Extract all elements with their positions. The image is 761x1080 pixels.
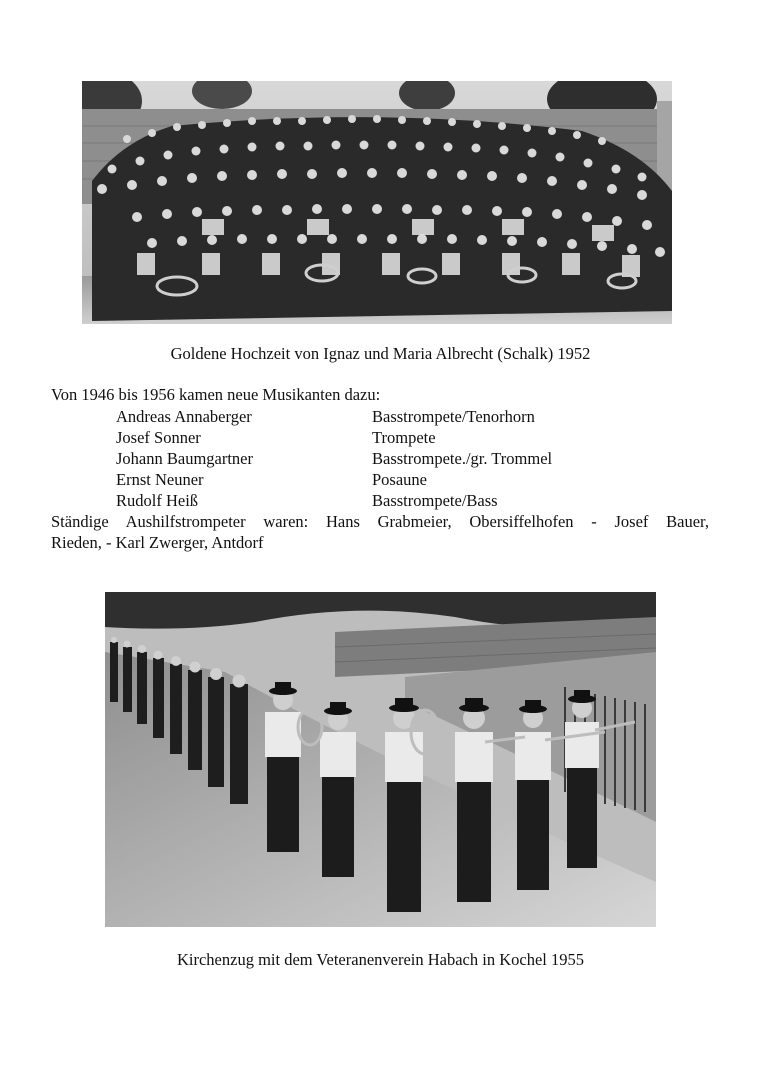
list-item bbox=[116, 427, 676, 448]
substitute-trumpeters-paragraph bbox=[51, 511, 709, 553]
substitutes-line: Rieden, - Karl Zwerger, Antdorf bbox=[51, 533, 264, 552]
photo-caption-procession: Kirchenzug mit dem Veteranenverein Habach in Kochel 1955 bbox=[176, 950, 584, 969]
list-item bbox=[116, 490, 676, 511]
musician-name: Andreas Annaberger bbox=[116, 407, 252, 426]
musicians-list bbox=[116, 406, 676, 511]
list-item bbox=[116, 448, 676, 469]
musician-name: Ernst Neuner bbox=[116, 470, 204, 489]
photo-caption-golden-wedding: Goldene Hochzeit von Ignaz und Maria Albrecht (Schalk) 1952 bbox=[170, 344, 591, 363]
substitutes-line: Ständige Aushilfstrompeter waren: Hans Grabmeier, Obersiffelhofen - Josef Bauer, bbox=[51, 512, 709, 531]
musician-instrument: Basstrompete/Tenorhorn bbox=[372, 407, 535, 426]
musician-name: Johann Baumgartner bbox=[116, 449, 254, 468]
group-photo-golden-wedding bbox=[82, 81, 672, 324]
procession-photo bbox=[105, 592, 656, 927]
musician-instrument: Basstrompete./gr. Trommel bbox=[372, 449, 553, 468]
list-item bbox=[116, 469, 676, 490]
musician-instrument: Trompete bbox=[372, 428, 436, 447]
musician-instrument: Basstrompete/Bass bbox=[372, 491, 498, 510]
musicians-intro: Von 1946 bis 1956 kamen neue Musikanten dazu: bbox=[51, 385, 381, 404]
musician-instrument: Posaune bbox=[372, 470, 427, 489]
musician-name: Rudolf Heiß bbox=[116, 491, 199, 510]
list-item bbox=[116, 406, 676, 427]
musician-name: Josef Sonner bbox=[116, 428, 201, 447]
